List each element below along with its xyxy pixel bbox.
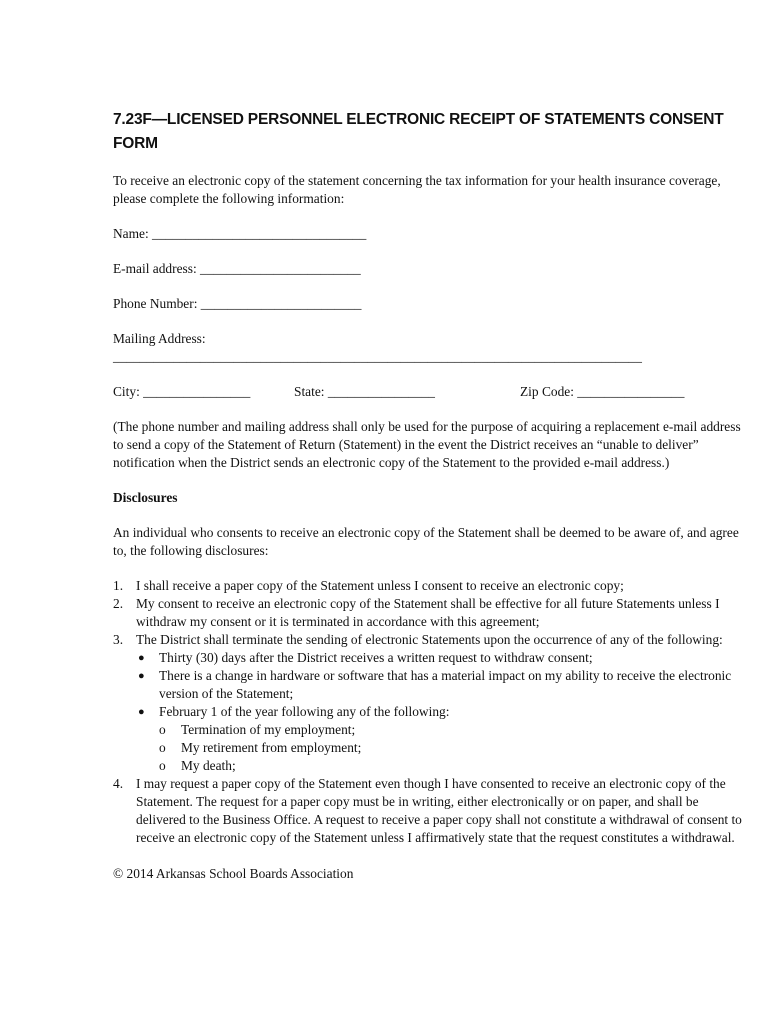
consent-form-page xyxy=(113,108,743,883)
bullet-icon: ● xyxy=(138,670,145,682)
list-number: 1. xyxy=(113,578,124,593)
list-item-text: The District shall terminate the sending of electronic Statements upon the occurrence of any of the following: xyxy=(136,632,723,647)
mailing-address-field: _______________________________________________________________________________ xyxy=(113,349,642,364)
list-item-text: My consent to receive an electronic copy of the Statement shall be effective for all future Statements unless I withdraw my consent or it is terminated in accordance with this agreement; xyxy=(136,596,720,629)
sub-item xyxy=(159,757,743,775)
circle-bullet-icon: o xyxy=(159,740,166,755)
bullet-item xyxy=(136,667,743,703)
list-number: 2. xyxy=(113,596,124,611)
bullet-text: There is a change in hardware or software that has a material impact on my ability to receive the electronic version of the Statement; xyxy=(159,668,732,701)
circle-bullet-icon: o xyxy=(159,722,166,737)
phone-field: Phone Number: ________________________ xyxy=(113,296,362,311)
february-conditions-list xyxy=(159,721,743,775)
state-field: State: ________________ xyxy=(294,384,435,399)
mailing-address-label: Mailing Address: xyxy=(113,331,206,346)
zip-field: Zip Code: ________________ xyxy=(520,384,685,399)
intro-paragraph: To receive an electronic copy of the statement concerning the tax information for your health insurance coverage, please complete the following information: xyxy=(113,173,721,206)
list-item xyxy=(113,595,743,631)
disclosures-lead: An individual who consents to receive an electronic copy of the Statement shall be deemed to be aware of, and agree to, the following disclosures: xyxy=(113,525,739,558)
disclosures-heading: Disclosures xyxy=(113,490,178,505)
list-number: 3. xyxy=(113,632,124,647)
list-number: 4. xyxy=(113,776,124,791)
bullet-item xyxy=(136,703,743,775)
sub-item-text: My death; xyxy=(181,758,236,773)
name-field: Name: ________________________________ xyxy=(113,226,367,241)
circle-bullet-icon: o xyxy=(159,758,166,773)
sub-item xyxy=(159,739,743,757)
email-field: E-mail address: ________________________ xyxy=(113,261,361,276)
bullet-item xyxy=(136,649,743,667)
disclosures-list xyxy=(113,577,743,847)
sub-item-text: My retirement from employment; xyxy=(181,740,362,755)
list-item xyxy=(113,775,743,847)
bullet-icon: ● xyxy=(138,652,145,664)
sub-item-text: Termination of my employment; xyxy=(181,722,356,737)
copyright-footer: © 2014 Arkansas School Boards Association xyxy=(113,866,354,881)
list-item-text: I may request a paper copy of the Statement even though I have consented to receive an electronic copy of the Statement. The request for a paper copy must be in writing, either electronically or on paper, and shall be delivered to the Business Office. A request to receive a paper copy shall not constitute a withdrawal of consent to receive an electronic copy of the Statement unless I affirmatively state that the request constitutes a withdrawal. xyxy=(136,776,742,845)
list-item-text: I shall receive a paper copy of the Statement unless I consent to receive an electronic copy; xyxy=(136,578,624,593)
bullet-text: February 1 of the year following any of the following: xyxy=(159,704,450,719)
city-field: City: ________________ xyxy=(113,384,251,399)
contact-note: (The phone number and mailing address shall only be used for the purpose of acquiring a replacement e-mail address to send a copy of the Statement of Return (Statement) in the event the District receives an “unable to deliver” notification when the District sends an electronic copy of the Statement to the provided e-mail address.) xyxy=(113,419,741,470)
list-item xyxy=(113,631,743,775)
page-title: 7.23F—LICENSED PERSONNEL ELECTRONIC RECEIPT OF STATEMENTS CONSENT FORM xyxy=(113,111,724,152)
list-item xyxy=(113,577,743,595)
termination-conditions-list xyxy=(136,649,743,775)
city-state-zip-row xyxy=(113,383,743,401)
sub-item xyxy=(159,721,743,739)
bullet-icon: ● xyxy=(138,706,145,718)
bullet-text: Thirty (30) days after the District receives a written request to withdraw consent; xyxy=(159,650,593,665)
